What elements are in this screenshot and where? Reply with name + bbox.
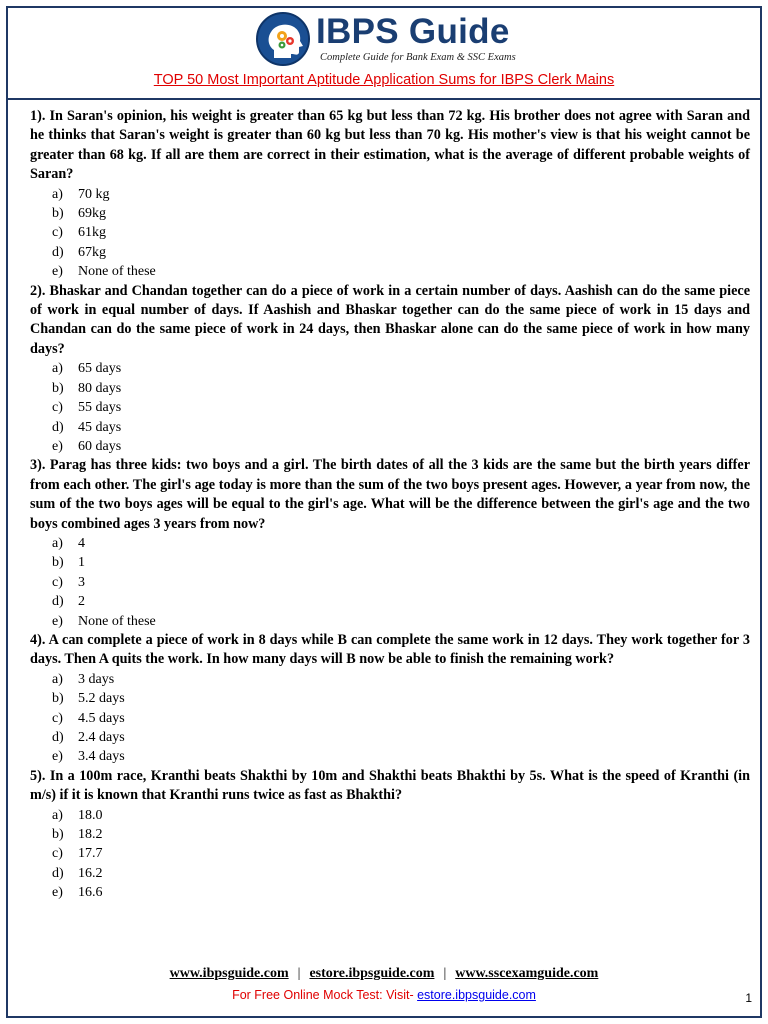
option-letter: c) [52,400,63,416]
option-c [52,573,750,592]
question-2 [30,282,750,457]
option-letter: a) [52,807,63,823]
ibps-guide-logo[interactable] [256,12,526,70]
option-text: 45 days [78,419,122,435]
option-e [52,612,750,631]
mock-test-label: For Free Online Mock Test: Visit- [232,988,418,1002]
option-text: 4 [78,535,85,551]
option-list [30,359,750,456]
option-a [52,670,750,689]
option-letter: b) [52,691,64,707]
header-divider [8,98,760,100]
option-b [52,689,750,708]
option-text: 17.7 [78,846,103,862]
option-letter: b) [52,555,64,571]
question-text: 5). In a 100m race, Kranthi beats Shakthi by 10m and Shakthi beats Bhakthi by 5s. What is the speed of Kranthi (in m/s) if it is known that Kranthi runs twice as fast as Bhakthi? [30,767,750,804]
option-letter: a) [52,535,63,551]
option-b [52,204,750,223]
option-text: 18.0 [78,807,103,823]
question-5 [30,767,750,903]
option-text: 1 [78,555,85,571]
question-text: 3). Parag has three kids: two boys and a girl. The birth dates of all the 3 kids are the same but the birth years differ from each other. The girl's age today is more than the sum of the two boys present ages. However, a year from now, the sum of the two boys ages will be equal to the girl's age. What will be the difference between the girl's age and the two boys combined ages 3 years from now? [30,457,750,532]
option-d [52,418,750,437]
option-text: 18.2 [78,827,103,843]
option-text: 4.5 days [78,710,125,726]
footer-link-ibpsguide[interactable]: www.ibpsguide.com [169,966,289,981]
option-b [52,825,750,844]
option-text: 55 days [78,400,122,416]
question-list [30,107,750,903]
footer-separator: | [443,966,447,981]
option-d [52,728,750,747]
option-e [52,262,750,281]
footer-separator: | [297,966,301,981]
option-c [52,709,750,728]
option-text: 5.2 days [78,691,125,707]
footer-link-estore[interactable]: estore.ibpsguide.com [309,966,435,981]
option-letter: c) [52,225,63,241]
option-list [30,185,750,282]
mock-test-link[interactable]: estore.ibpsguide.com [417,988,536,1002]
option-text: 69kg [78,206,106,222]
logo-name: IBPS Guide [316,12,510,51]
option-text: None of these [78,264,156,280]
option-a [52,359,750,378]
question-3 [30,456,750,631]
option-text: 80 days [78,380,122,396]
head-with-gears-icon [256,12,310,66]
option-text: 16.2 [78,865,103,881]
option-c [52,398,750,417]
option-letter: a) [52,671,63,687]
option-list [30,806,750,903]
option-letter: e) [52,749,63,765]
question-text: 2). Bhaskar and Chandan together can do a piece of work in a certain number of days. Aashish can do the same piece of work in equal number of days. If Aashish and Bhaskar together can do the same piece of work in 15 days and Chandan can do the same piece of work in 24 days, then Bhaskar alone can do the same piece of work in how many days? [30,282,750,357]
option-d [52,592,750,611]
option-letter: d) [52,730,64,745]
option-text: 67kg [78,244,106,260]
question-1 [30,107,750,282]
footer-link-sscexamguide[interactable]: www.sscexamguide.com [455,966,599,981]
footer-links [0,966,768,982]
page-number: 1 [745,991,752,1005]
option-text: 2.4 days [78,730,125,745]
option-text: 65 days [78,361,122,377]
option-text: 60 days [78,438,122,454]
option-letter: e) [52,613,63,629]
option-c [52,223,750,242]
option-a [52,806,750,825]
question-text: 4). A can complete a piece of work in 8 days while B can complete the same work in 12 days. They work together for 3 days. Then A quits the work. In how many days will B now be able to finish the remaining work? [30,631,750,668]
option-b [52,553,750,572]
option-list [30,534,750,631]
option-text: None of these [78,613,156,629]
option-letter: a) [52,186,63,202]
option-text: 3.4 days [78,749,125,765]
option-letter: e) [52,438,63,454]
option-a [52,534,750,553]
option-letter: d) [52,594,64,610]
footer-mock-test [0,988,768,1002]
option-e [52,747,750,766]
option-a [52,185,750,204]
option-text: 3 [78,574,85,590]
option-text: 61kg [78,225,106,241]
option-letter: b) [52,380,64,396]
option-d [52,243,750,262]
option-letter: b) [52,206,64,222]
option-letter: e) [52,885,63,901]
option-b [52,379,750,398]
option-text: 70 kg [78,186,110,202]
document-title: TOP 50 Most Important Aptitude Application Sums for IBPS Clerk Mains [153,72,615,88]
option-text: 2 [78,594,85,610]
option-letter: d) [52,865,64,881]
option-letter: c) [52,574,63,590]
option-letter: d) [52,244,64,260]
option-e [52,437,750,456]
question-4 [30,631,750,767]
question-text: 1). In Saran's opinion, his weight is greater than 65 kg but less than 72 kg. His brother does not agree with Saran and he thinks that Saran's weight is greater than 60 kg but less than 70 kg. His mother's view is that his weight cannot be greater than 68 kg. If all are them are correct in their estimation, what is the average of different probable weights of Saran? [30,108,750,183]
option-letter: b) [52,827,64,843]
option-letter: c) [52,710,63,726]
option-text: 16.6 [78,885,103,901]
page-header [0,10,768,100]
option-text: 3 days [78,671,115,687]
option-c [52,844,750,863]
option-letter: e) [52,264,63,280]
option-list [30,670,750,767]
option-d [52,864,750,883]
option-letter: a) [52,361,63,377]
option-e [52,883,750,902]
logo-tagline: Complete Guide for Bank Exam & SSC Exams [320,52,516,63]
option-letter: d) [52,419,64,435]
option-letter: c) [52,846,63,862]
